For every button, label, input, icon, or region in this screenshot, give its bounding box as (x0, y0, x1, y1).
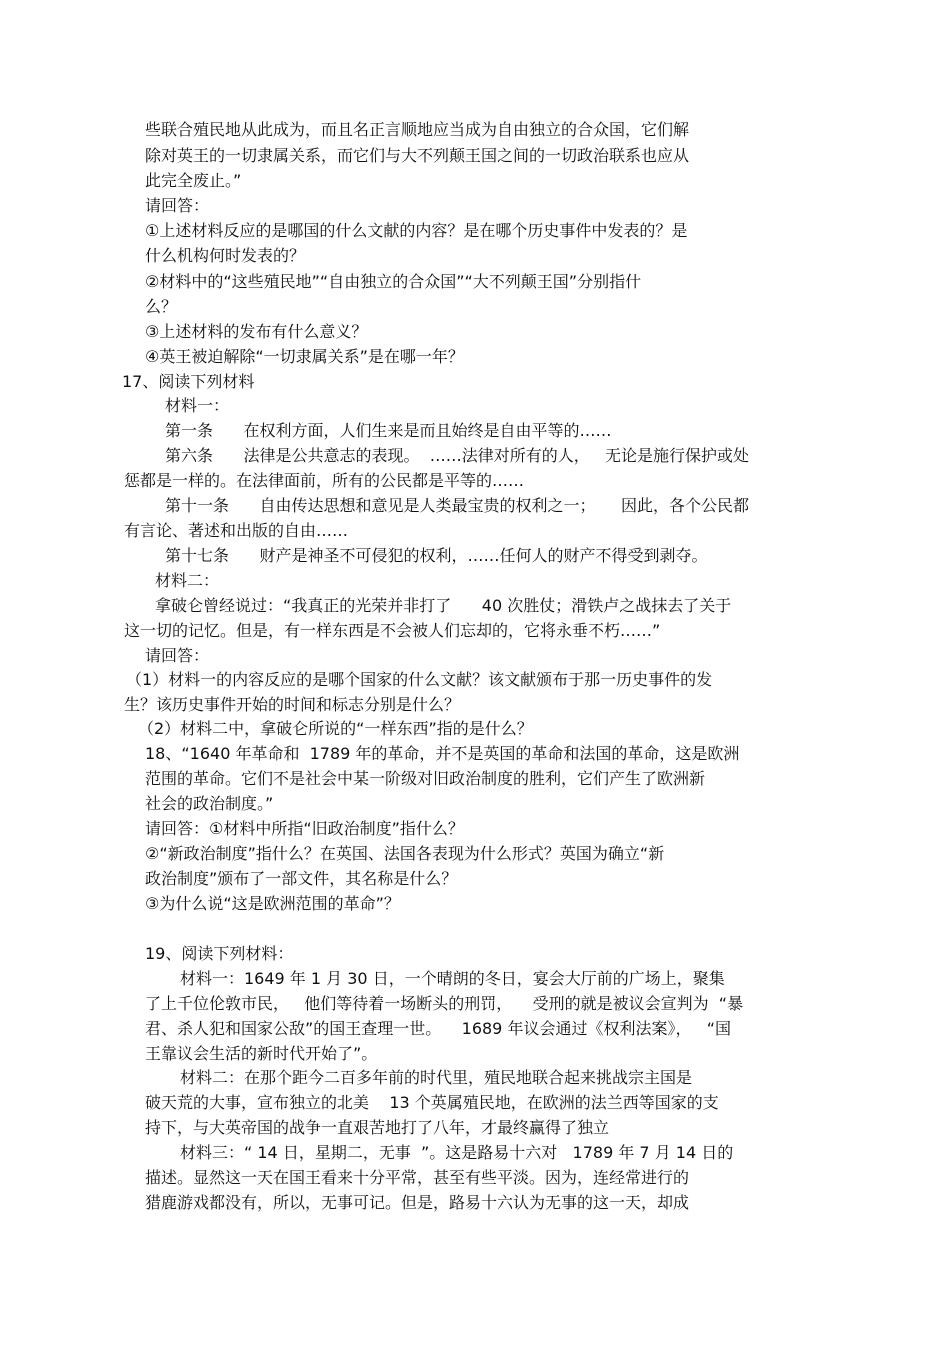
text-line: 此完全废止。” (145, 171, 242, 190)
text-line: 除对英王的一切隶属关系，而它们与大不列颠王国之间的一切政治联系也应从 (145, 146, 690, 165)
text-line: 请回答： (145, 196, 210, 215)
question-heading: 18、“1640 年革命和 1789 年的革命，并不是英国的革命和法国的革命，这是欧洲 (145, 744, 740, 763)
text-line: 生？该历史事件开始的时间和标志分别是什么？ (124, 695, 461, 714)
question-heading: 17、阅读下列材料 (122, 372, 255, 391)
text-line: ③为什么说“这是欧洲范围的革命”？ (145, 894, 400, 913)
text-line: 王靠议会生活的新时代开始了”。 (145, 1044, 378, 1063)
text-line: 材料二：在那个距今二百多年前的时代里，殖民地联合起来挑战宗主国是 (180, 1068, 693, 1087)
text-line: 材料一： (165, 396, 230, 415)
text-line: 些联合殖民地从此成为，而且名正言顺地应当成为自由独立的合众国，它们解 (145, 120, 690, 139)
text-line: 范围的革命。它们不是社会中某一阶级对旧政治制度的胜利，它们产生了欧洲新 (145, 769, 706, 788)
text-line: 请回答： (145, 646, 210, 665)
text-line: （2）材料二中，拿破仑所说的“一样东西”指的是什么？ (138, 719, 533, 738)
text-line: 请回答：①材料中所指“旧政治制度”指什么？ (145, 819, 464, 838)
text-line: 材料三：“ 14 日，星期二，无事 ”。这是路易十六对 1789 年 7 月 14 日的 (180, 1143, 734, 1162)
text-line: 破天荒的大事，宣布独立的北美 13 个英属殖民地，在欧洲的法兰西等国家的支 (145, 1093, 719, 1112)
text-line: 第十七条 财产是神圣不可侵犯的权利，……任何人的财产不得受到剥夺。 (165, 546, 708, 565)
text-line: 材料二： (155, 571, 220, 590)
text-line: ②材料中的“这些殖民地”“自由独立的合众国”“大不列颠王国”分别指什 (145, 272, 642, 291)
text-line: 君、杀人犯和国家公敌”的国王查理一世。 1689 年议会通过《权利法案》， “国 (145, 1019, 731, 1038)
text-line: 政治制度”颁布了一部文件，其名称是什么？ (145, 869, 458, 888)
text-line: 有言论、著述和出版的自由…… (124, 521, 349, 540)
text-line: 这一切的记忆。但是，有一样东西是不会被人们忘却的，它将永垂不朽……” (124, 621, 661, 640)
text-line: 材料一：1649 年 1 月 30 日，一个晴朗的冬日，宴会大厅前的广场上，聚集 (180, 969, 725, 988)
text-line: ①上述材料反应的是哪国的什么文献的内容？是在哪个历史事件中发表的？是 (145, 221, 688, 240)
text-line: 什么机构何时发表的？ (145, 246, 306, 265)
text-line: 第十一条 自由传达思想和意见是人类最宝贵的权利之一； 因此，各个公民都 (165, 496, 749, 515)
text-line: ③上述材料的发布有什么意义？ (145, 322, 368, 341)
text-line: 么？ (145, 297, 178, 316)
text-line: ④英王被迫解除“一切隶属关系”是在哪一年？ (145, 347, 464, 366)
text-line: 了上千位伦敦市民， 他们等待着一场断头的刑罚， 受刑的就是被议会宣判为 “暴 (145, 994, 744, 1013)
text-line: 拿破仑曾经说过：“我真正的光荣并非打了 40 次胜仗；滑铁卢之战抹去了关于 (155, 596, 732, 615)
text-line: 描述。显然这一天在国王看来十分平常，甚至有些平淡。因为，连经常进行的 (145, 1168, 690, 1187)
text-line: 持下，与大英帝国的战争一直艰苦地打了八年，才最终赢得了独立 (145, 1118, 610, 1137)
text-line: 猎鹿游戏都没有，所以，无事可记。但是，路易十六认为无事的这一天，却成 (145, 1193, 690, 1212)
text-line: 第一条 在权利方面，人们生来是而且始终是自由平等的…… (165, 421, 612, 440)
text-line: ②“新政治制度”指什么？在英国、法国各表现为什么形式？英国为确立“新 (145, 844, 665, 863)
text-line: 惩都是一样的。在法律面前，所有的公民都是平等的…… (124, 471, 525, 490)
text-line: 第六条 法律是公共意志的表现。 ……法律对所有的人， 无论是施行保护或处 (165, 446, 749, 465)
text-line: （1）材料一的内容反应的是哪个国家的什么文献？该文献颁布于那一历史事件的发 (126, 670, 713, 689)
text-line: 社会的政治制度。” (145, 794, 274, 813)
question-heading: 19、阅读下列材料： (145, 944, 294, 963)
